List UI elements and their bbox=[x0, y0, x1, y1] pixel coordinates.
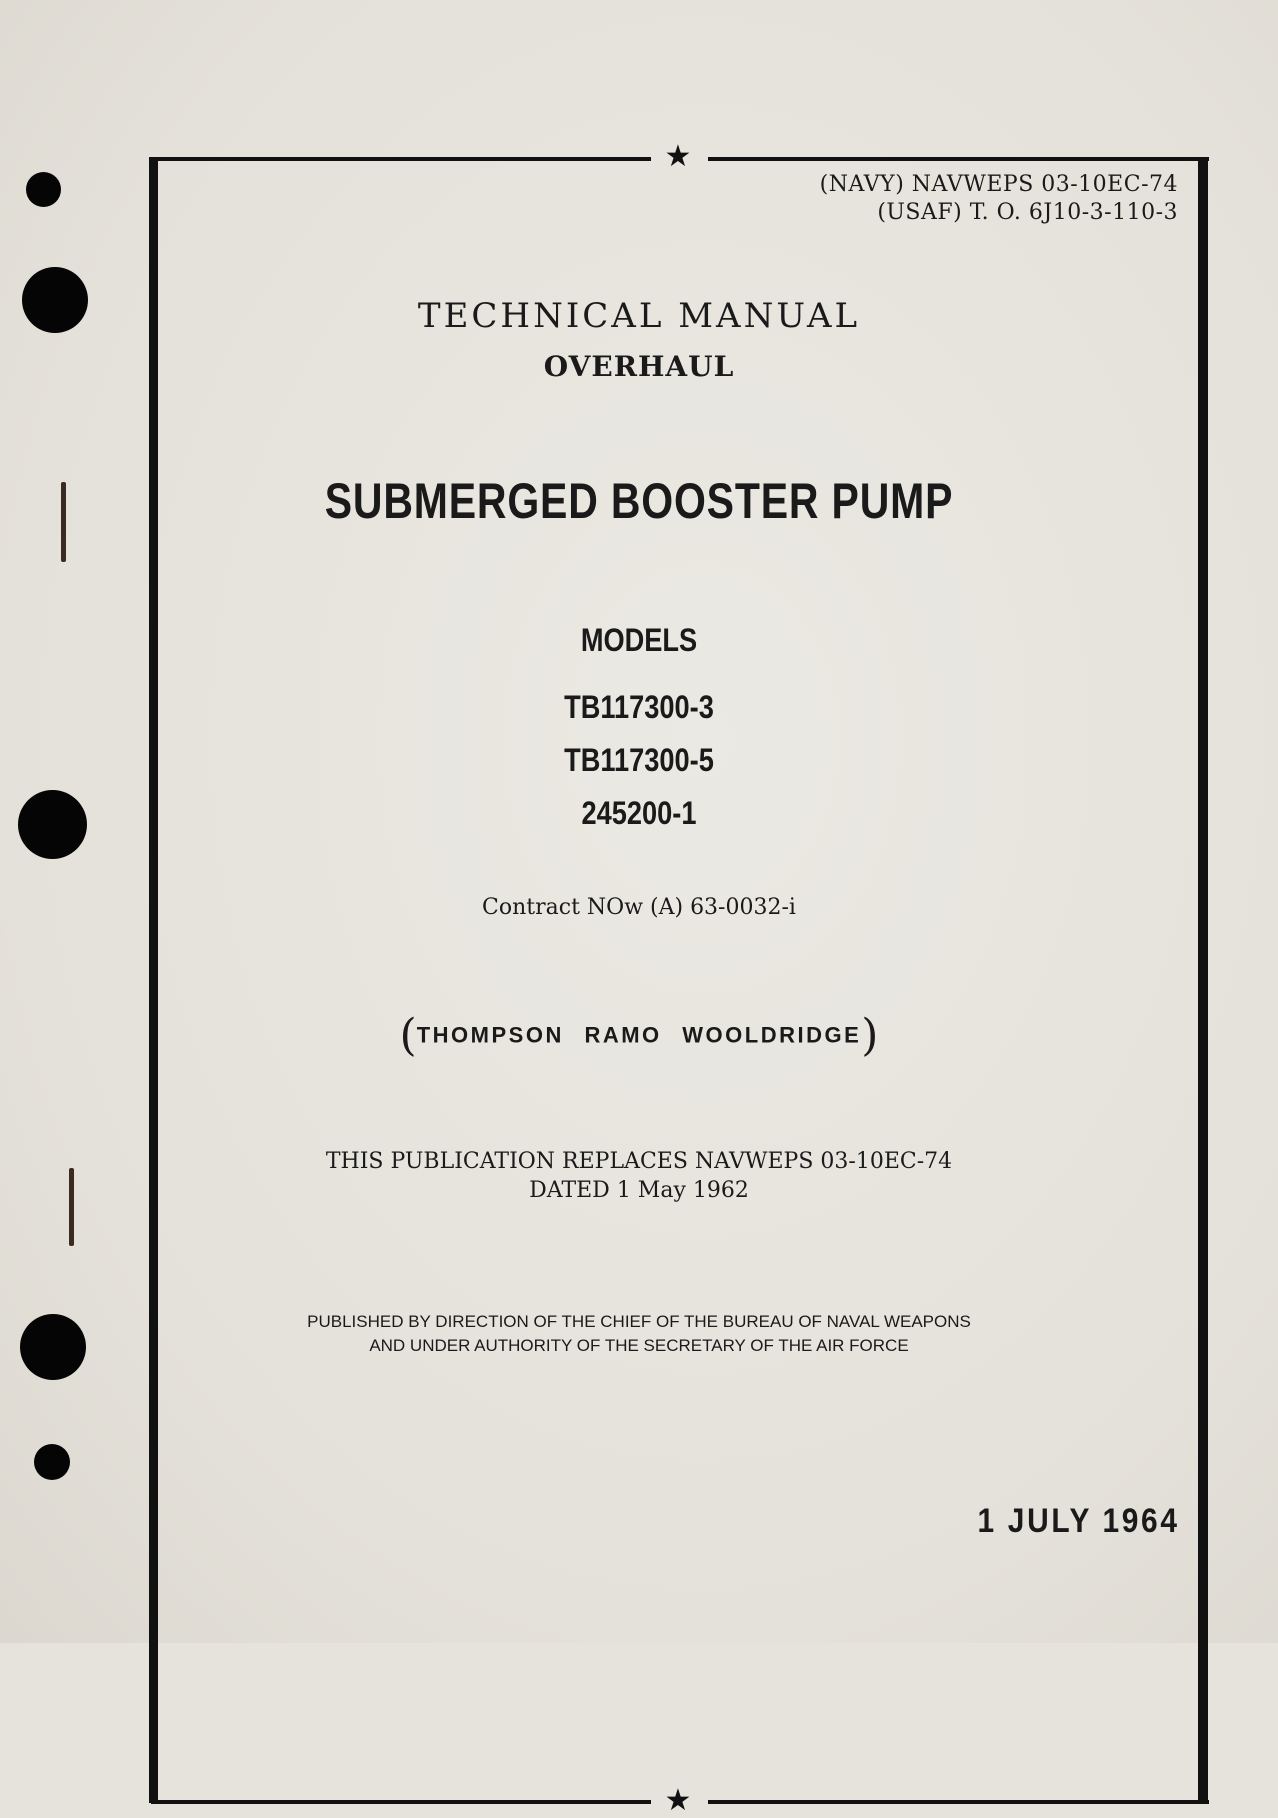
binder-hole-3 bbox=[18, 790, 87, 859]
binder-hole-1 bbox=[26, 172, 61, 207]
replacement-notice-line2: DATED 1 May 1962 bbox=[529, 1178, 749, 1203]
manufacturer-paren-open: ( bbox=[399, 1010, 417, 1061]
model-number-3: 245200-1 bbox=[581, 795, 697, 831]
frame-top-right bbox=[708, 157, 1209, 161]
star-ornament-top: ★ bbox=[664, 139, 692, 174]
equipment-title: SUBMERGED BOOSTER PUMP bbox=[324, 473, 954, 529]
model-number-1: TB117300-3 bbox=[564, 689, 714, 725]
navy-document-id: (NAVY) NAVWEPS 03-10EC-74 bbox=[819, 172, 1178, 197]
authority-line1: PUBLISHED BY DIRECTION OF THE CHIEF OF THE BUREAU OF NAVAL WEAPONS bbox=[307, 1312, 971, 1331]
replacement-notice-line1: THIS PUBLICATION REPLACES NAVWEPS 03-10EC-74 bbox=[325, 1149, 953, 1174]
manual-type-title: TECHNICAL MANUAL bbox=[417, 296, 861, 336]
models-heading: MODELS bbox=[580, 622, 698, 658]
manufacturer-name: THOMPSON RAMO WOOLDRIDGE bbox=[416, 1022, 862, 1048]
frame-left bbox=[149, 157, 158, 1803]
frame-bottom-left bbox=[151, 1800, 651, 1804]
manufacturer-line bbox=[0, 1010, 1278, 1060]
frame-right bbox=[1198, 157, 1208, 1803]
model-number-2: TB117300-5 bbox=[564, 742, 714, 778]
usaf-document-id: (USAF) T. O. 6J10-3-110-3 bbox=[877, 200, 1178, 225]
publication-date: 1 JULY 1964 bbox=[977, 1502, 1180, 1540]
frame-top-left bbox=[151, 157, 651, 161]
authority-line2: AND UNDER AUTHORITY OF THE SECRETARY OF THE AIR FORCE bbox=[369, 1336, 909, 1355]
manufacturer-paren-close: ) bbox=[861, 1010, 879, 1061]
page-tear-mark-1 bbox=[61, 482, 66, 562]
frame-bottom-right bbox=[708, 1800, 1209, 1804]
binder-hole-5 bbox=[34, 1444, 70, 1480]
contract-number: Contract NOw (A) 63-0032-i bbox=[482, 895, 796, 920]
star-ornament-bottom: ★ bbox=[664, 1783, 692, 1818]
manual-subtitle: OVERHAUL bbox=[543, 350, 735, 383]
